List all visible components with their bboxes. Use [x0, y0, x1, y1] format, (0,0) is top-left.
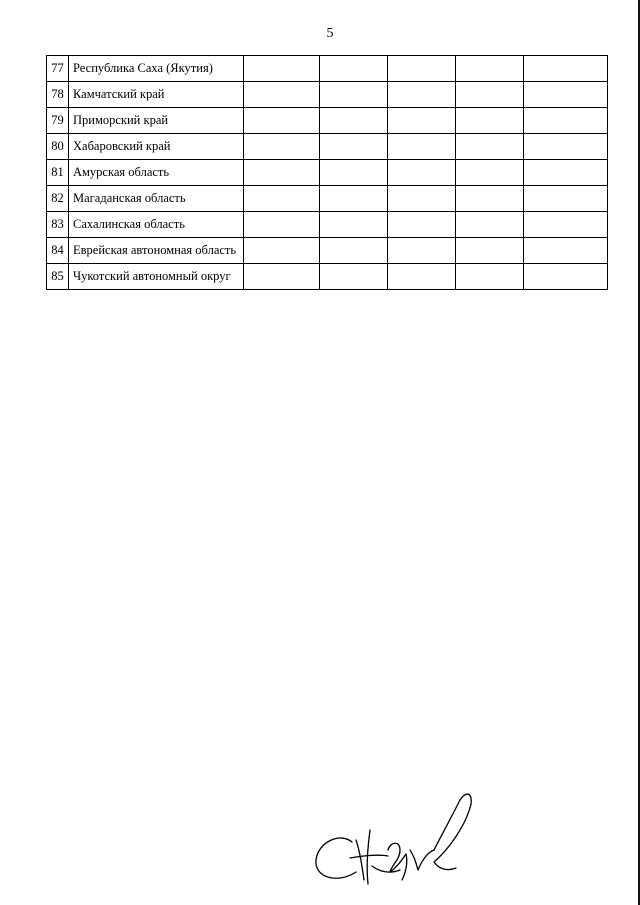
empty-cell [244, 82, 320, 108]
empty-cell [524, 160, 608, 186]
row-number: 84 [47, 238, 69, 264]
region-name: Республика Саха (Якутия) [69, 56, 244, 82]
empty-cell [244, 238, 320, 264]
table-row [47, 264, 608, 290]
empty-cell [524, 186, 608, 212]
region-name: Еврейская автономная область [69, 238, 244, 264]
empty-cell [244, 212, 320, 238]
table-row [47, 238, 608, 264]
empty-cell [244, 160, 320, 186]
empty-cell [320, 264, 388, 290]
table-row [47, 108, 608, 134]
empty-cell [456, 186, 524, 212]
empty-cell [456, 160, 524, 186]
empty-cell [388, 160, 456, 186]
empty-cell [456, 108, 524, 134]
empty-cell [388, 186, 456, 212]
empty-cell [456, 264, 524, 290]
region-name: Чукотский автономный округ [69, 264, 244, 290]
table-row [47, 186, 608, 212]
table-row [47, 82, 608, 108]
empty-cell [524, 212, 608, 238]
empty-cell [244, 264, 320, 290]
region-name: Приморский край [69, 108, 244, 134]
table-row [47, 160, 608, 186]
empty-cell [244, 56, 320, 82]
empty-cell [388, 108, 456, 134]
empty-cell [524, 264, 608, 290]
row-number: 77 [47, 56, 69, 82]
table-row [47, 134, 608, 160]
empty-cell [244, 134, 320, 160]
empty-cell [388, 56, 456, 82]
empty-cell [524, 56, 608, 82]
empty-cell [456, 134, 524, 160]
page-number: 5 [326, 26, 334, 41]
row-number: 79 [47, 108, 69, 134]
table-row [47, 212, 608, 238]
empty-cell [320, 212, 388, 238]
empty-cell [524, 108, 608, 134]
region-name: Амурская область [69, 160, 244, 186]
empty-cell [524, 134, 608, 160]
region-name: Сахалинская область [69, 212, 244, 238]
empty-cell [456, 238, 524, 264]
table-row [47, 56, 608, 82]
empty-cell [388, 212, 456, 238]
empty-cell [320, 56, 388, 82]
empty-cell [388, 238, 456, 264]
region-name: Камчатский край [69, 82, 244, 108]
empty-cell [320, 82, 388, 108]
empty-cell [320, 186, 388, 212]
empty-cell [244, 108, 320, 134]
row-number: 81 [47, 160, 69, 186]
row-number: 82 [47, 186, 69, 212]
row-number: 80 [47, 134, 69, 160]
row-number: 83 [47, 212, 69, 238]
empty-cell [320, 238, 388, 264]
empty-cell [320, 160, 388, 186]
empty-cell [388, 134, 456, 160]
empty-cell [320, 108, 388, 134]
empty-cell [388, 82, 456, 108]
empty-cell [456, 212, 524, 238]
empty-cell [388, 264, 456, 290]
region-name: Магаданская область [69, 186, 244, 212]
row-number: 78 [47, 82, 69, 108]
empty-cell [456, 56, 524, 82]
region-name: Хабаровский край [69, 134, 244, 160]
empty-cell [244, 186, 320, 212]
regions-table [46, 55, 608, 290]
handwritten-signature-icon [310, 780, 480, 890]
empty-cell [524, 238, 608, 264]
empty-cell [320, 134, 388, 160]
empty-cell [524, 82, 608, 108]
empty-cell [456, 82, 524, 108]
row-number: 85 [47, 264, 69, 290]
